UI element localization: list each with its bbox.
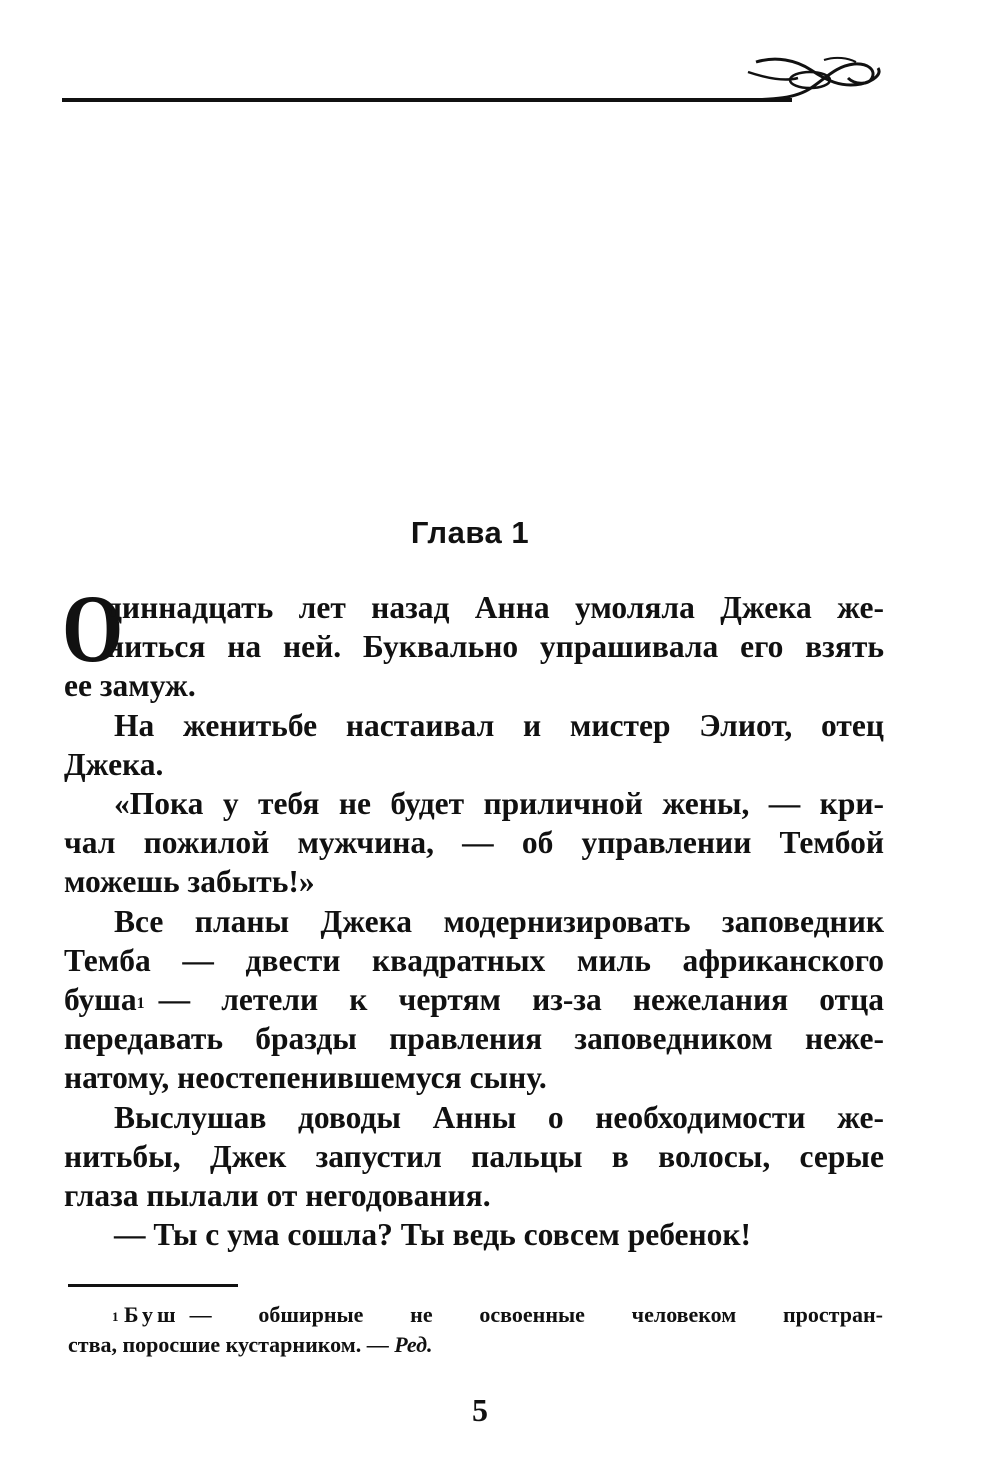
text-line: Выслушав доводы Анны о необходимости же- xyxy=(114,1099,884,1135)
text-line: Темба — двести квадратных миль африканского xyxy=(64,942,884,978)
text-line xyxy=(64,980,884,1019)
footnote-text: ства, поросшие кустарником. — xyxy=(68,1332,389,1357)
footnote-ref-word: буша$^1$ xyxy=(64,982,145,1018)
drop-cap: О xyxy=(62,575,124,682)
text-line: ниться на ней. Буквально упрашивала его взять xyxy=(106,629,884,665)
text-line: Все планы Джека модернизировать заповедник xyxy=(114,903,884,939)
text-line: глаза пылали от негодования. xyxy=(64,1178,491,1214)
footnote-ref-mark: 1 xyxy=(136,995,145,1013)
footnote-term: Буш xyxy=(124,1302,180,1327)
text-line: ее замуж. xyxy=(64,668,196,704)
text-line: «Пока у тебя не будет приличной жены, — кри- xyxy=(114,786,884,822)
page-number: 5 xyxy=(472,1392,488,1428)
footnote-line xyxy=(68,1330,883,1360)
footnote-text: — обширные не освоенные человеком простран- xyxy=(189,1302,883,1327)
text-line: натому, неостепенившемуся сыну. xyxy=(64,1060,547,1096)
text-line: чал пожилой мужчина, — об управлении Тембой xyxy=(64,825,884,861)
flourish-ornament-icon xyxy=(736,48,886,106)
header-rule xyxy=(62,98,792,102)
text-line: — Ты с ума сошла? Ты ведь совсем ребенок! xyxy=(114,1217,752,1253)
footnote-rule xyxy=(68,1284,238,1287)
text-line: передавать бразды правления заповедником неже- xyxy=(64,1021,884,1057)
text-line: На женитьбе настаивал и мистер Элиот, отец xyxy=(114,707,884,743)
text-line: можешь забыть!» xyxy=(64,864,315,900)
footnote-line xyxy=(68,1300,883,1330)
footnote-editor: Ред. xyxy=(394,1332,433,1357)
footnote-mark: 1 xyxy=(112,1309,119,1324)
text-line-rest: — летели к чертям из-за нежелания отца xyxy=(158,982,884,1018)
text-line: нитьбы, Джек запустил пальцы в волосы, серые xyxy=(64,1138,884,1174)
chapter-title: Глава 1 xyxy=(410,515,530,550)
footnote xyxy=(68,1300,883,1360)
body-text xyxy=(62,575,884,1254)
text-line: Джека. xyxy=(64,746,164,782)
footnote-lead xyxy=(112,1300,180,1330)
text-line: диннадцать лет назад Анна умоляла Джека же- xyxy=(106,590,884,625)
